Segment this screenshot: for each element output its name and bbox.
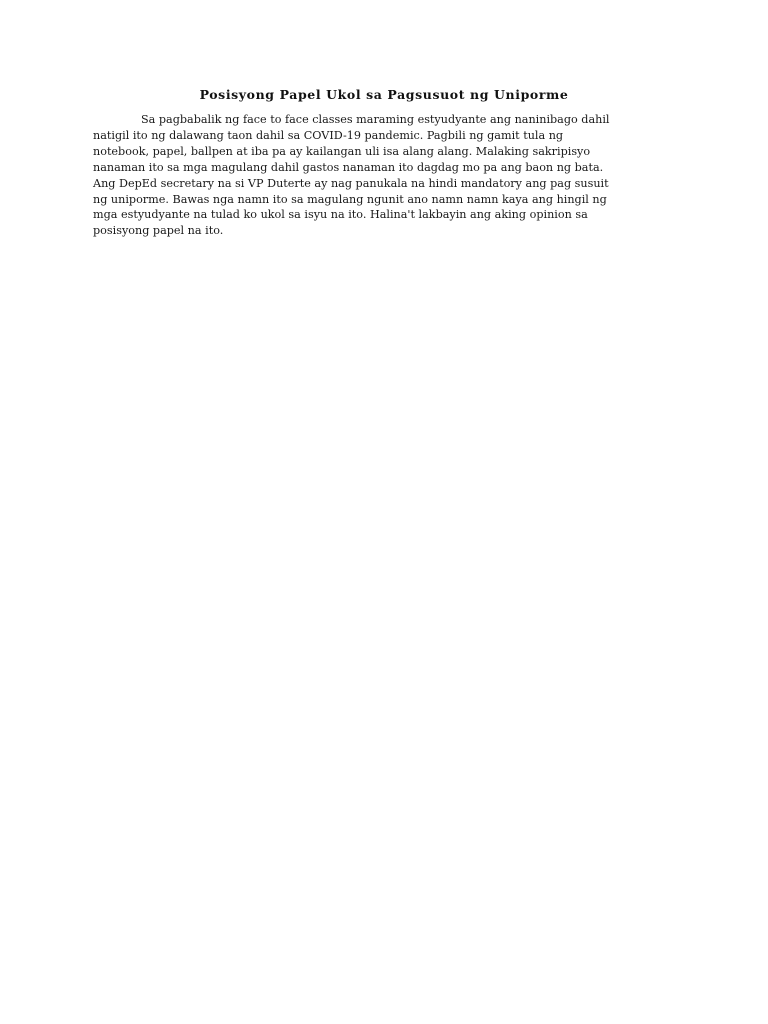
paragraph-line: Sa pagbabalik ng face to face classes maraming estyudyante ang naninibago dahil	[141, 113, 610, 126]
paragraph-line: mga estyudyante na tulad ko ukol sa isyu na ito. Halina't lakbayin ang aking opinion sa	[93, 208, 588, 222]
body-paragraph	[93, 112, 683, 239]
paragraph-line: Ang DepEd secretary na si VP Duterte ay nag panukala na hindi mandatory ang pag susuit	[93, 176, 609, 190]
paragraph-line: posisyong papel na ito.	[93, 224, 224, 238]
document-title: Posisyong Papel Ukol sa Pagsusuot ng Uniporme	[199, 87, 569, 102]
paragraph-line: ng uniporme. Bawas nga namn ito sa magulang ngunit ano namn namn kaya ang hingil ng	[93, 192, 607, 206]
paragraph-line: notebook, papel, ballpen at iba pa ay kailangan uli isa alang alang. Malaking sakripisyo	[93, 144, 591, 158]
paragraph-line: nanaman ito sa mga magulang dahil gastos nanaman ito dagdag mo pa ang baon ng bata.	[93, 160, 604, 174]
paragraph-line: natigil ito ng dalawang taon dahil sa COVID-19 pandemic. Pagbili ng gamit tula ng	[93, 128, 564, 142]
